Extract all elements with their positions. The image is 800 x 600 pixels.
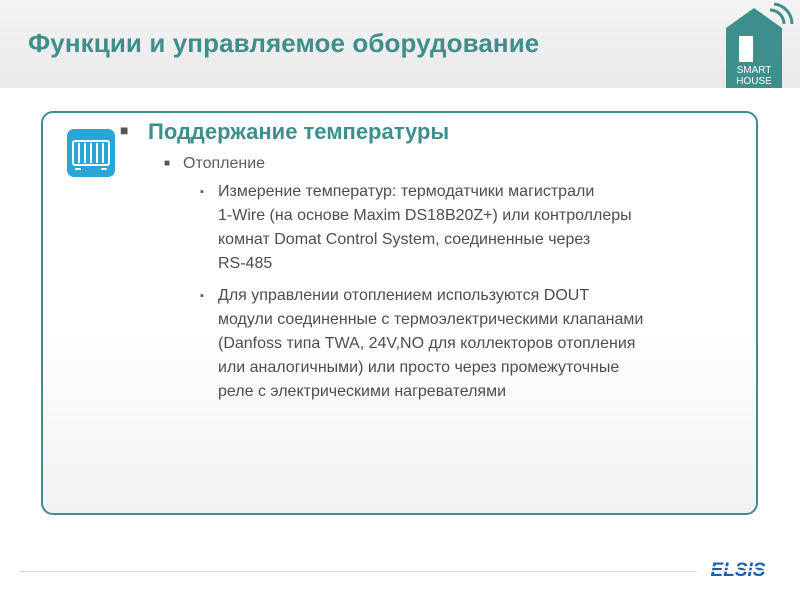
elsis-logo [694, 558, 782, 580]
section-title: Поддержание температуры [148, 119, 450, 144]
logo-text-house: HOUSE [736, 76, 772, 87]
bullet-level1: ■ [120, 122, 129, 138]
list-item-line: (Danfoss типа TWA, 24V,NO для коллекторов отопления [218, 335, 636, 352]
list-item-line: реле с электрическими нагревателями [218, 383, 507, 400]
list-item-line: 1-Wire (на основе Maxim DS18B20Z+) или контроллеры [218, 207, 632, 224]
list-item-line: модули соединенные с термоэлектрическими клапанами [218, 311, 644, 328]
radiator-icon [67, 129, 115, 177]
bullet-level3: ▪ [200, 186, 204, 198]
logo-text-smart: SMART [736, 65, 772, 76]
list-item-line: Измерение температур: термодатчики магистрали [218, 183, 595, 200]
list-item [218, 180, 758, 276]
list-item-line: Для управлении отоплением используются DOUT [218, 287, 590, 304]
footer-divider [20, 571, 700, 572]
bullet-level3: ▪ [200, 290, 204, 302]
list-item [218, 284, 758, 404]
brand-text: ELSIS [710, 560, 766, 580]
subsection-title: Отопление [183, 155, 266, 172]
page-title: Функции и управляемое оборудование [28, 28, 540, 58]
list-item-line: комнат Domat Control System, соединенные через [218, 231, 591, 248]
list-item-line: или аналогичными) или просто через промежуточные [218, 359, 620, 376]
smart-house-logo [722, 2, 794, 88]
list-item-line: RS-485 [218, 255, 273, 272]
bullet-level2: ■ [164, 158, 171, 169]
